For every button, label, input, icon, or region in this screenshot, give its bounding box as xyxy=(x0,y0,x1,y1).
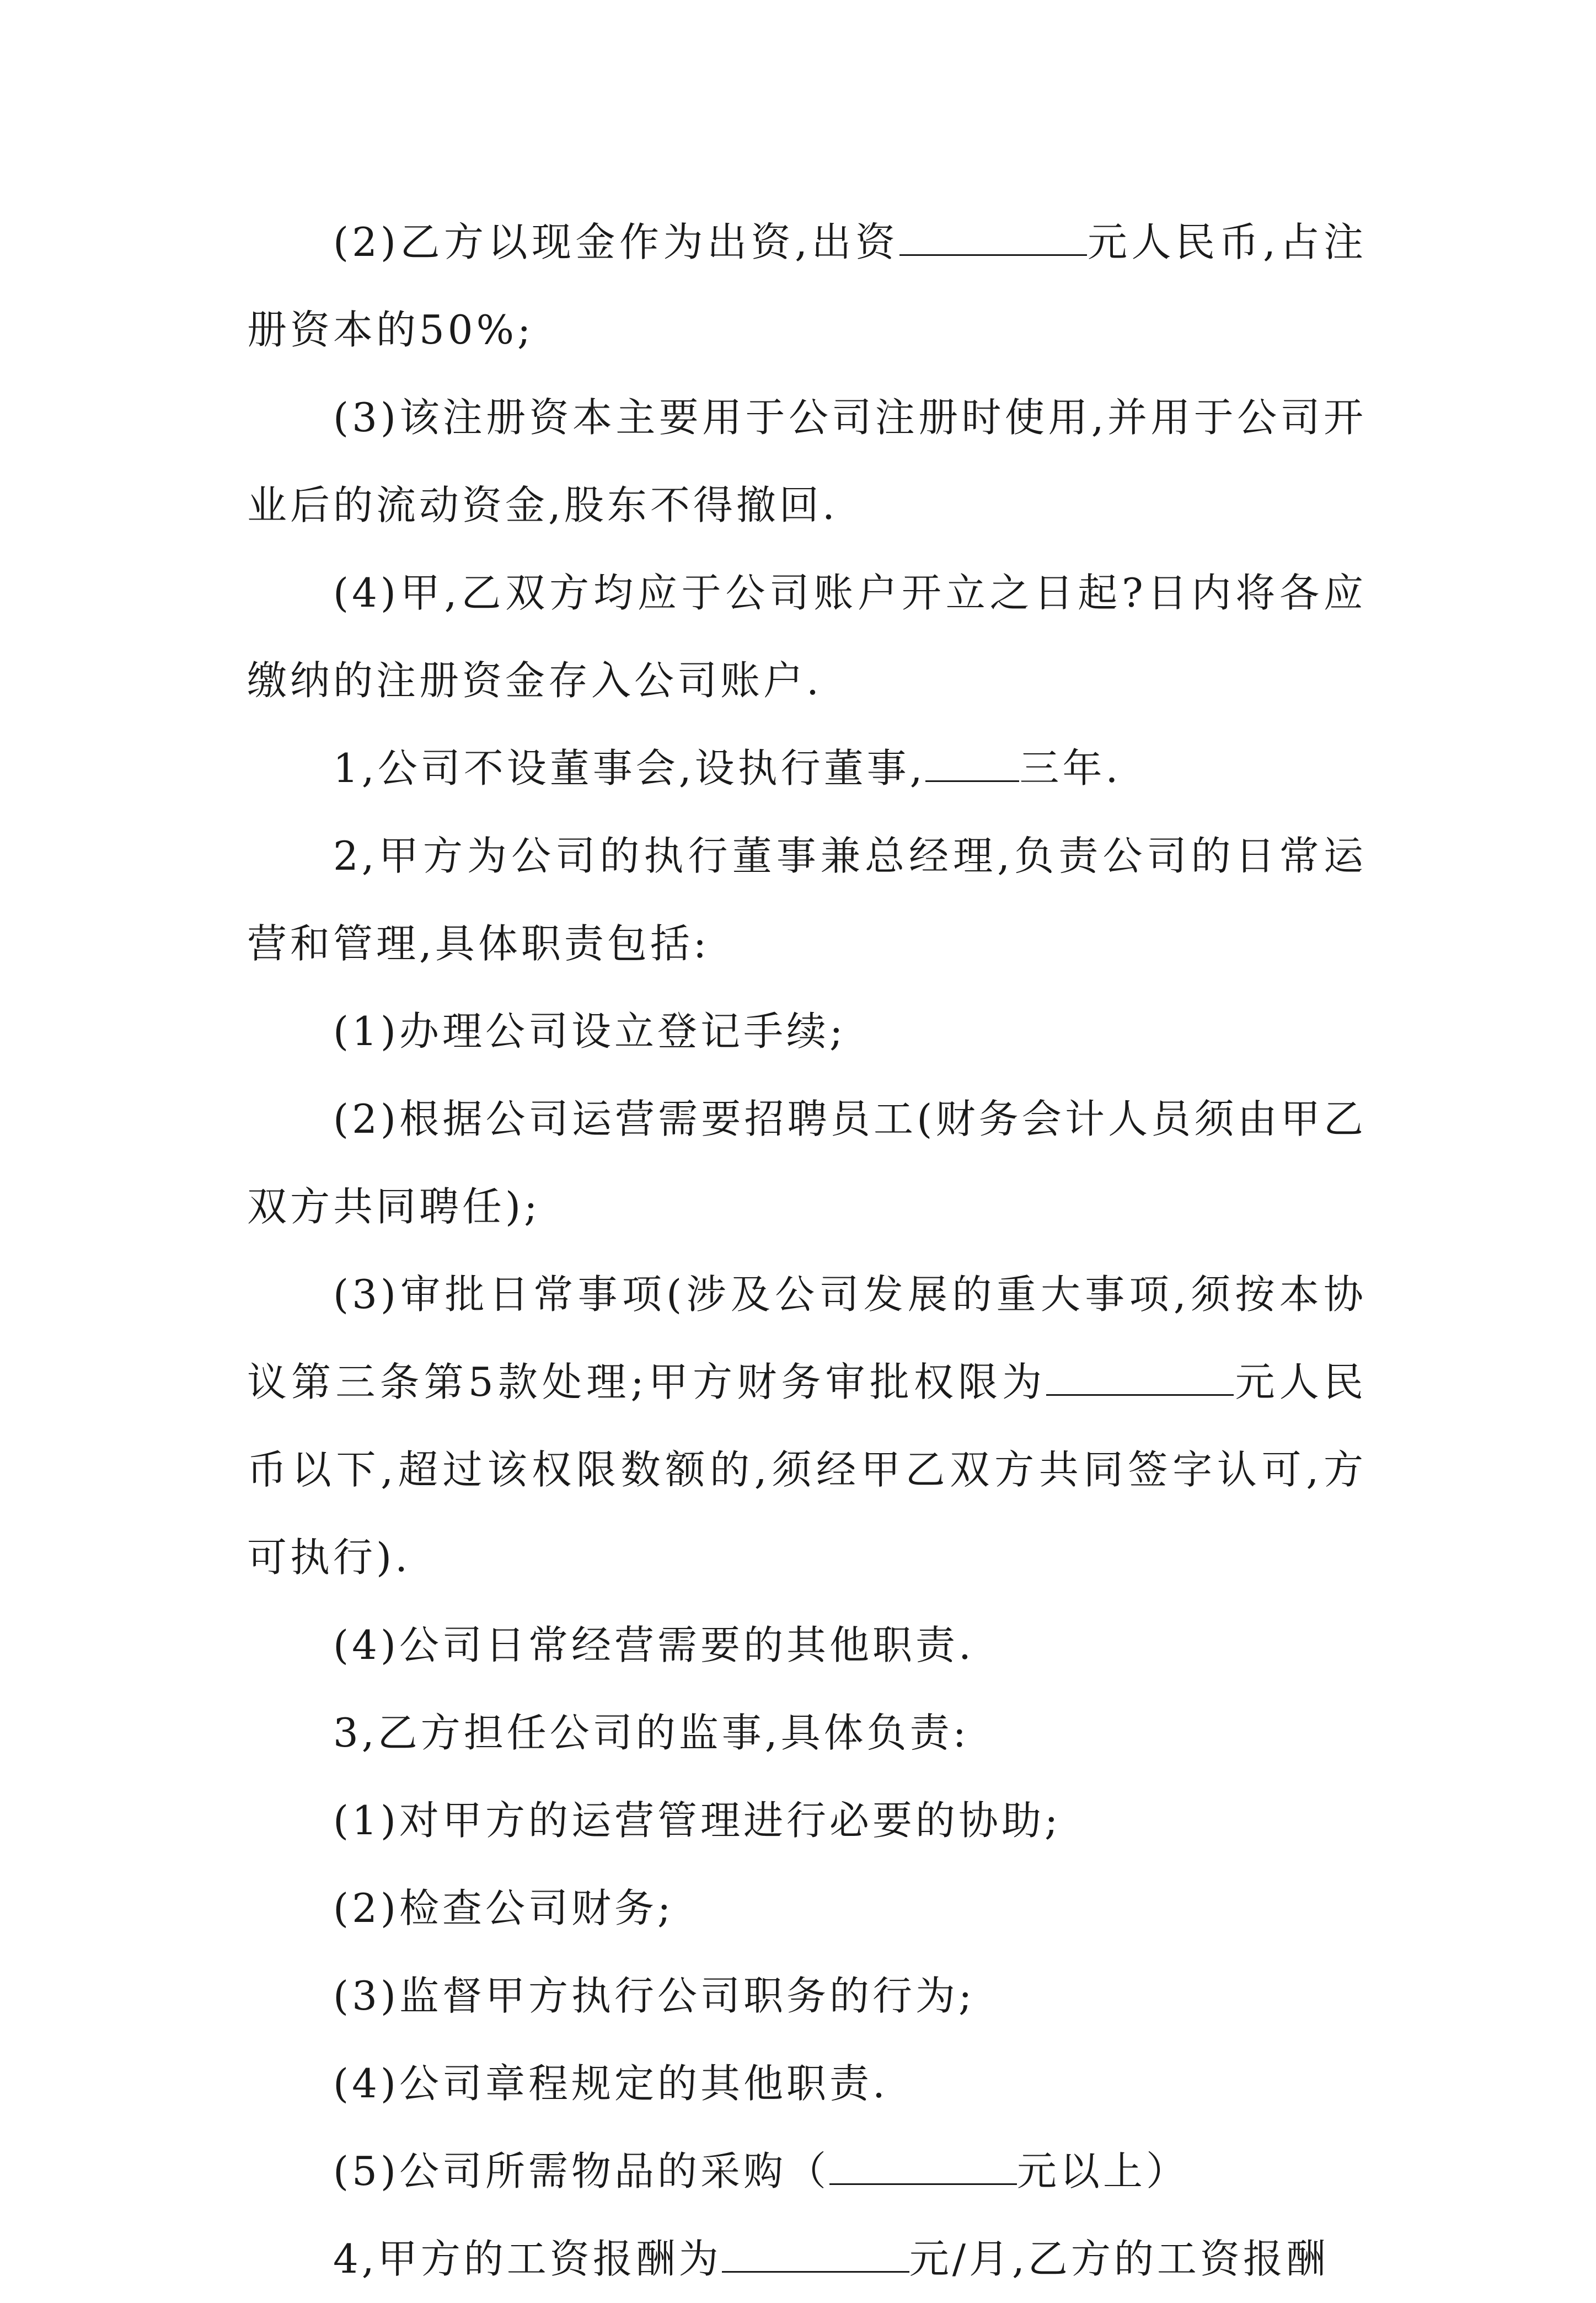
paragraph-duty-approval xyxy=(247,1251,1367,1602)
paragraph-supervisor xyxy=(247,1689,1367,1777)
document-body xyxy=(247,199,1367,2303)
paragraph-salary xyxy=(247,2215,1367,2303)
fill-in-blank xyxy=(1046,1362,1234,1396)
text: (2)乙方以现金作为出资,出资 xyxy=(333,219,899,265)
paragraph-general-manager xyxy=(247,812,1367,988)
text: 三年. xyxy=(1019,745,1122,791)
paragraph-duty-registration xyxy=(247,988,1367,1075)
text: 元人民币以下,超过该权限数额的,须经甲乙双方共同签字认可,方可执行). xyxy=(247,1359,1367,1581)
paragraph-executive-director xyxy=(247,725,1367,812)
paragraph-supervisor-other xyxy=(247,2040,1367,2128)
fill-in-blank xyxy=(722,2239,909,2273)
text: (3)审批日常事项(涉及公司发展的重大事项,须按本协议第三条第5款处理;甲方财务审批权限为 xyxy=(247,1271,1367,1405)
text: (2)检查公司财务; xyxy=(333,1885,674,1931)
paragraph-capital-usage xyxy=(247,374,1367,549)
paragraph-capital-contribution-b xyxy=(247,199,1367,374)
text: 元/月,乙方的工资报酬 xyxy=(909,2236,1329,2282)
text: (5)公司所需物品的采购（ xyxy=(333,2148,829,2194)
text: (2)根据公司运营需要招聘员工(财务会计人员须由甲乙双方共同聘任); xyxy=(247,1096,1367,1230)
text: (1)办理公司设立登记手续; xyxy=(333,1008,847,1054)
text: 3,乙方担任公司的监事,具体负责: xyxy=(333,1710,970,1756)
text: 4,甲方的工资报酬为 xyxy=(333,2236,722,2282)
text: (1)对甲方的运营管理进行必要的协助; xyxy=(333,1797,1062,1844)
paragraph-supervisor-oversight xyxy=(247,1952,1367,2040)
paragraph-duty-other xyxy=(247,1602,1367,1689)
text: 元人民币,占注册资本的50%; xyxy=(247,219,1367,353)
paragraph-duty-hiring xyxy=(247,1075,1367,1251)
paragraph-capital-deposit xyxy=(247,549,1367,725)
text: 1,公司不设董事会,设执行董事, xyxy=(333,745,926,791)
text: (4)公司章程规定的其他职责. xyxy=(333,2060,888,2107)
paragraph-procurement xyxy=(247,2128,1367,2215)
text: (4)甲,乙双方均应于公司账户开立之日起?日内将各应缴纳的注册资金存入公司账户. xyxy=(247,570,1367,704)
paragraph-supervisor-finance xyxy=(247,1865,1367,1952)
text: (3)监督甲方执行公司职务的行为; xyxy=(333,1973,976,2019)
fill-in-blank xyxy=(899,222,1087,256)
paragraph-supervisor-assist xyxy=(247,1777,1367,1865)
fill-in-blank xyxy=(829,2151,1017,2185)
text: (3)该注册资本主要用于公司注册时使用,并用于公司开业后的流动资金,股东不得撤回. xyxy=(247,394,1367,528)
text: (4)公司日常经营需要的其他职责. xyxy=(333,1622,974,1668)
text: 元以上） xyxy=(1017,2148,1190,2194)
text: 2,甲方为公司的执行董事兼总经理,负责公司的日常运营和管理,具体职责包括: xyxy=(247,833,1367,967)
fill-in-blank xyxy=(925,748,1019,782)
